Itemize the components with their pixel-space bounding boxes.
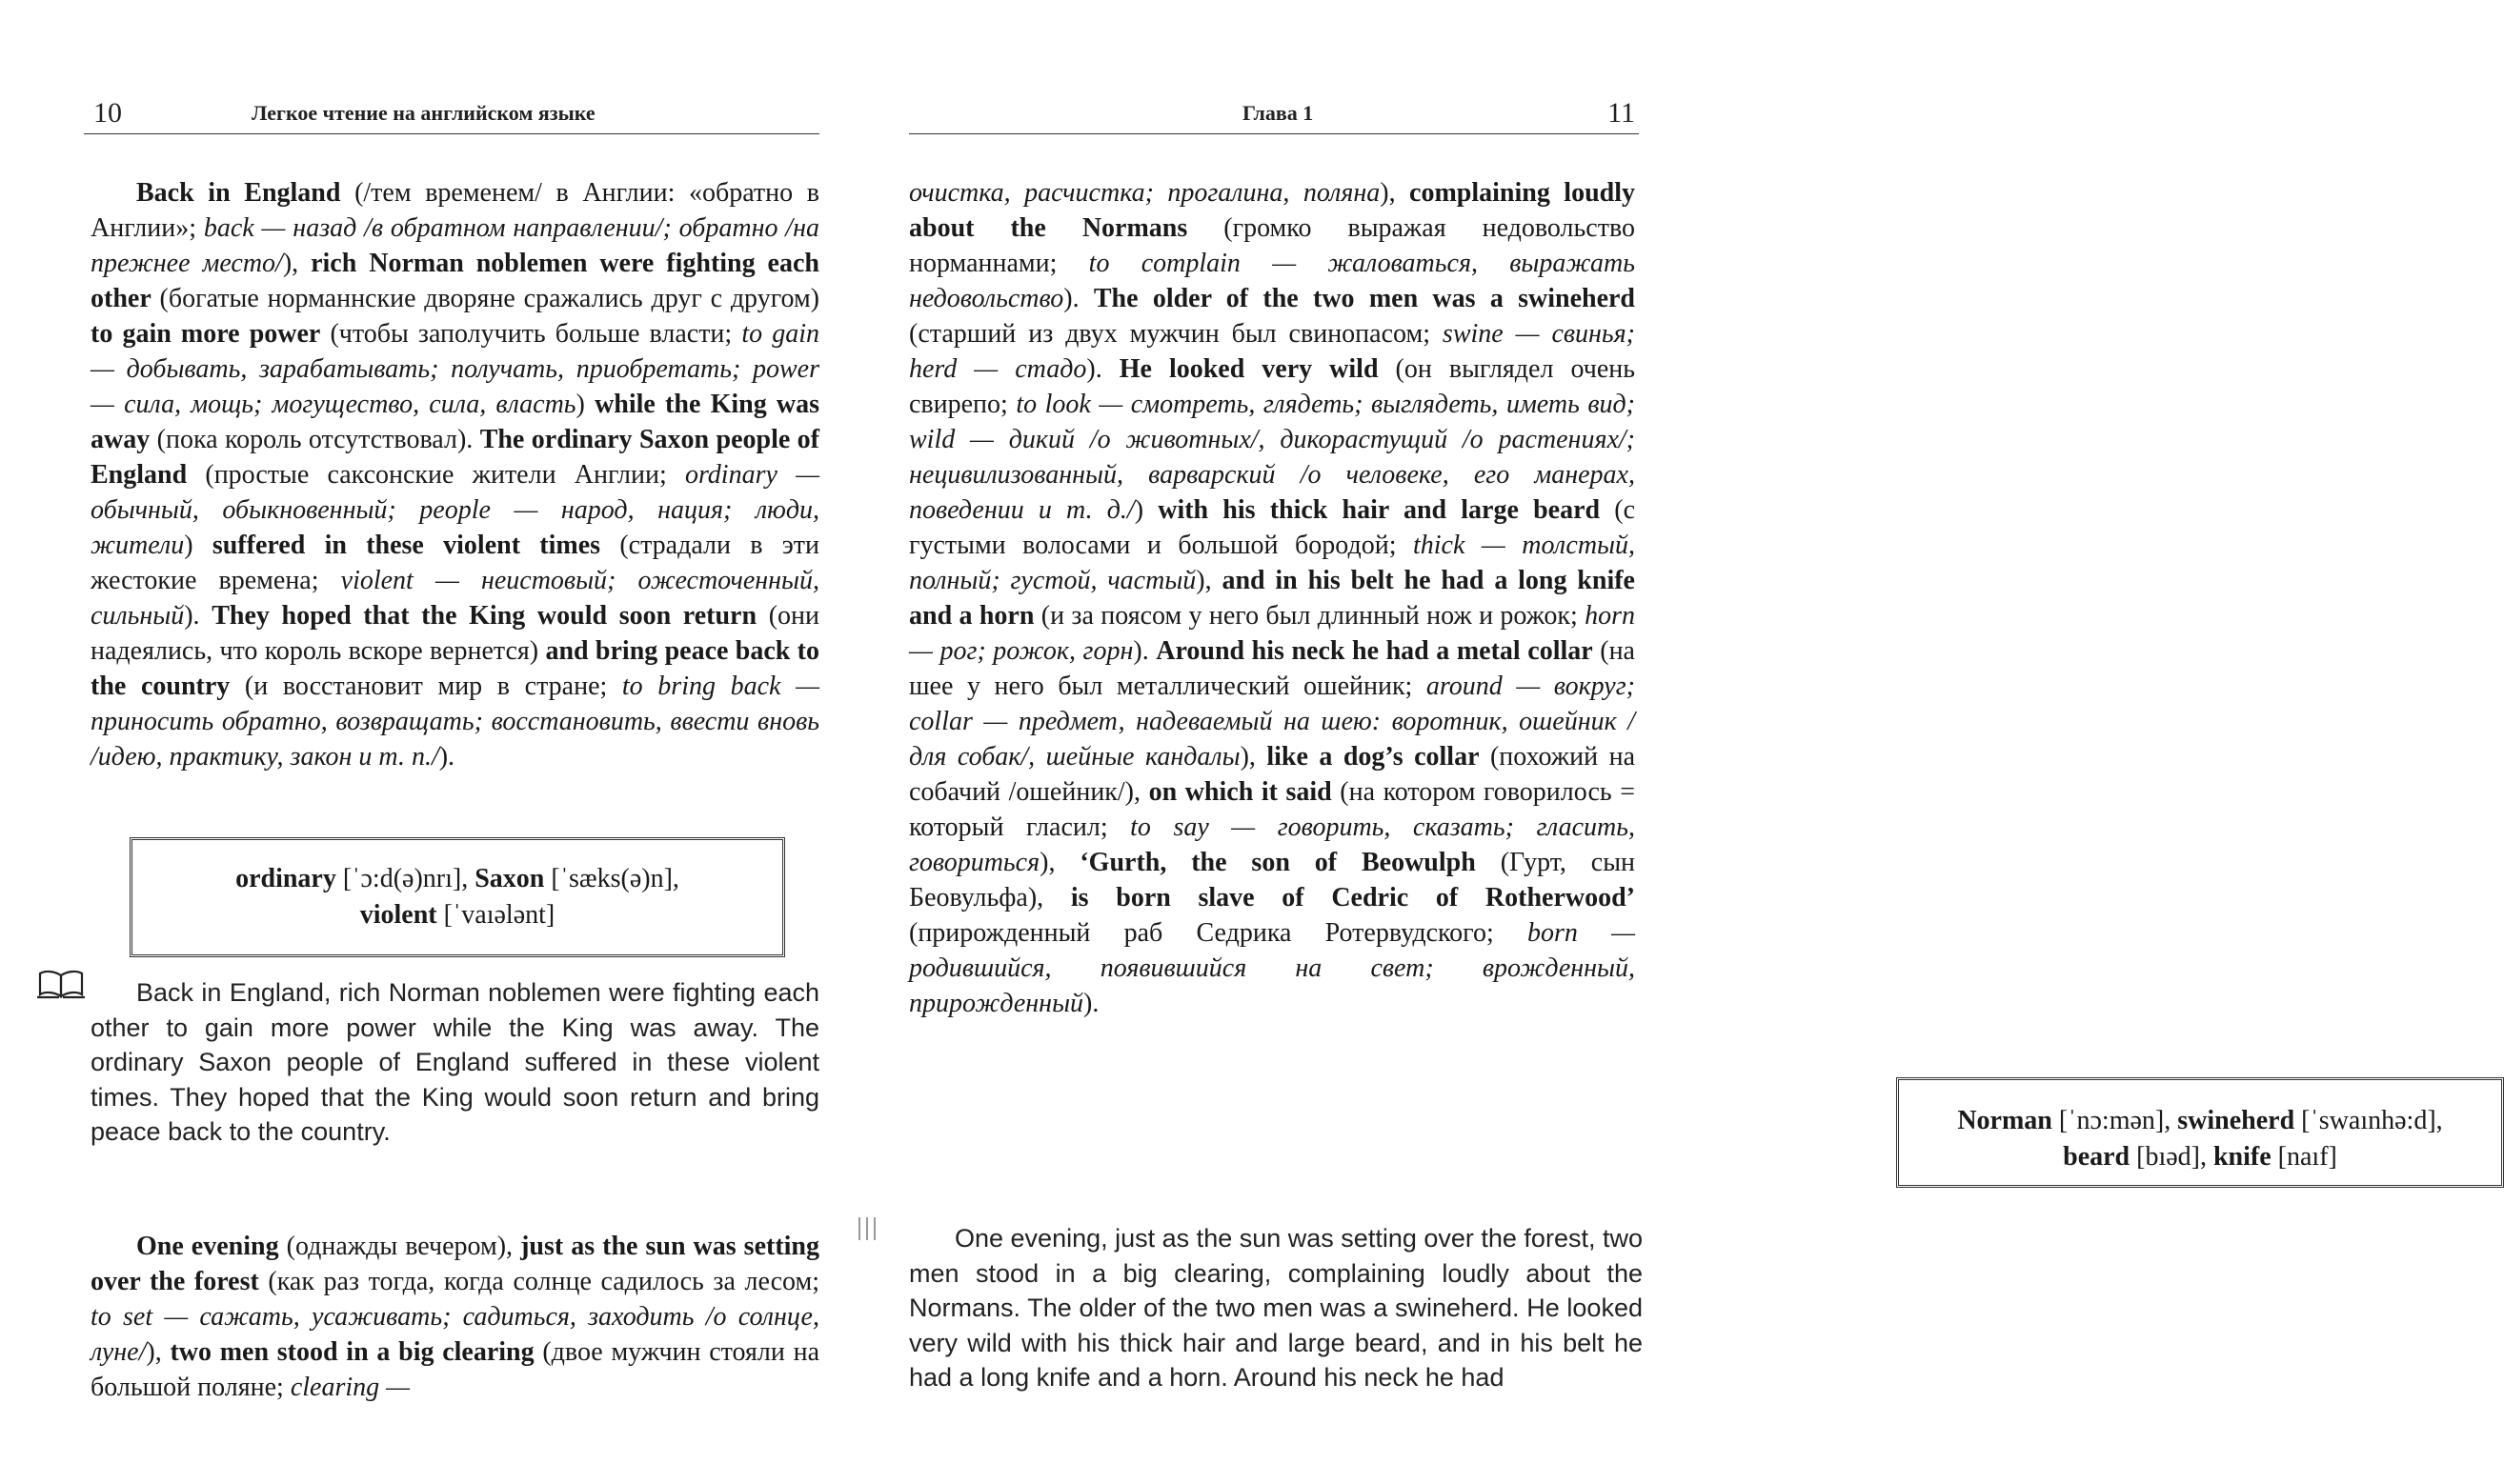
page-header-left [84, 93, 819, 134]
open-book-icon [854, 1212, 903, 1244]
annotated-text: Back in England (/тем временем/ в Англии: «обратно в Англии»; back — назад /в обратном направлении/; обратно /на прежнее место/), rich Norman noblemen were fighting each other (богатые норманнские дворяне сражались друг с другом) to gain more power (чтобы заполучить больше власти; to gain — добывать, зарабатывать; получать, приобретать; power — сила, мощь; могущество, сила, власть) while the King was away (пока король отсутствовал). The ordinary Saxon people of England (простые саксонские жители Англии; ordinary — обычный, обыкновенный; people — народ, нация; люди, жители) suffered in these violent times (страдали в эти жестокие времена; violent — неистовый; ожесточенный, сильный). They hoped that the King would soon return (они надеялись, что король вскоре вернется) and bring peace back to the country (и восстановит мир в стране; to bring back — приносить обратно, возвращать; восстановить, ввести вновь /идею, практику, закон и т. п./). [91, 178, 820, 772]
reading-paragraph: One evening, just as the sun was setting over the forest, two men stood in a big clearing, complaining loudly about the Normans. The older of the two men was a swineherd. He looked very wild with his thick hair and large beard, and in his belt he had a long knife and a horn. Around his neck he had [909, 1224, 1643, 1392]
left-page [0, 0, 852, 1484]
reading-text [909, 1221, 1643, 1395]
reading-text [91, 975, 819, 1150]
running-title: Глава 1 [1242, 101, 1314, 125]
page-header-right [909, 93, 1639, 134]
open-book-icon [36, 968, 86, 1000]
annotated-paragraph [91, 175, 819, 774]
right-page [852, 0, 2443, 1484]
annotated-text: One evening (однажды вечером), just as the sun was setting over the forest (как раз тогда, когда солнце садилось за лесом; to set — сажать, усаживать; садиться, заходить /о солнце, луне/), two men stood in a big clearing (двое мужчин стояли на большой поляне; clearing — [91, 1232, 820, 1402]
pronunciation-box: ordinary [ˈɔ:d(ə)nrı], Saxon [ˈsæks(ə)n], violent [ˈvaıələnt] [130, 837, 785, 957]
annotated-paragraph [909, 175, 1635, 1021]
running-title: Легкое чтение на английском языке [252, 101, 596, 125]
pronunciation-box: Norman [ˈnɔ:mən], swineherd [ˈswaınhə:d], beard [bıəd], knife [naıf] [1896, 1077, 2504, 1188]
annotated-paragraph-2 [91, 1229, 819, 1405]
reading-paragraph: Back in England, rich Norman noblemen were fighting each other to gain more power while the King was away. The ordinary Saxon people of England suffered in these violent times. They hoped that the King would soon return and bring peace back to the country. [91, 978, 819, 1146]
page-number: 10 [93, 97, 122, 129]
annotated-text: очистка, расчистка; прогалина, поляна), complaining loudly about the Normans (громко выражая недовольство норманнами; to complain — жаловаться, выражать недовольство). The older of the two men was a swineherd (старший из двух мужчин был свинопасом; swine — свинья; herd — стадо). He looked very wild (он выглядел очень свирепо; to look — смотреть, глядеть; выглядеть, иметь вид; wild — дикий /о животных/, дикорастущий /о растениях/; нецивилизованный, варварский /о человеке, его манерах, поведении и т. д./) with his thick hair and large beard (с густыми волосами и большой бородой; thick — толстый, полный; густой, частый), and in his belt he had a long knife and a horn (и за поясом у него был длинный нож и рожок; horn — рог; рожок, горн). Around his neck he had a metal collar (на шее у него был металлический ошейник; around — вокруг; collar — предмет, надеваемый на шею: воротник, ошейник /для собак/, шейные кандалы), like a dog’s collar (похожий на собачий /ошейник/), on which it said (на котором говорилось = который гласил; to say — говорить, сказать; гласить, говориться), ‘Gurth, the son of Beowulph (Гурт, сын Беовульфа), is born slave of Cedric of Rotherwood’ (прирожденный раб Седрика Ротервудского; born — родившийся, появившийся на свет; врожденный, прирожденный). [909, 178, 1636, 1018]
page-number: 11 [1607, 97, 1635, 129]
